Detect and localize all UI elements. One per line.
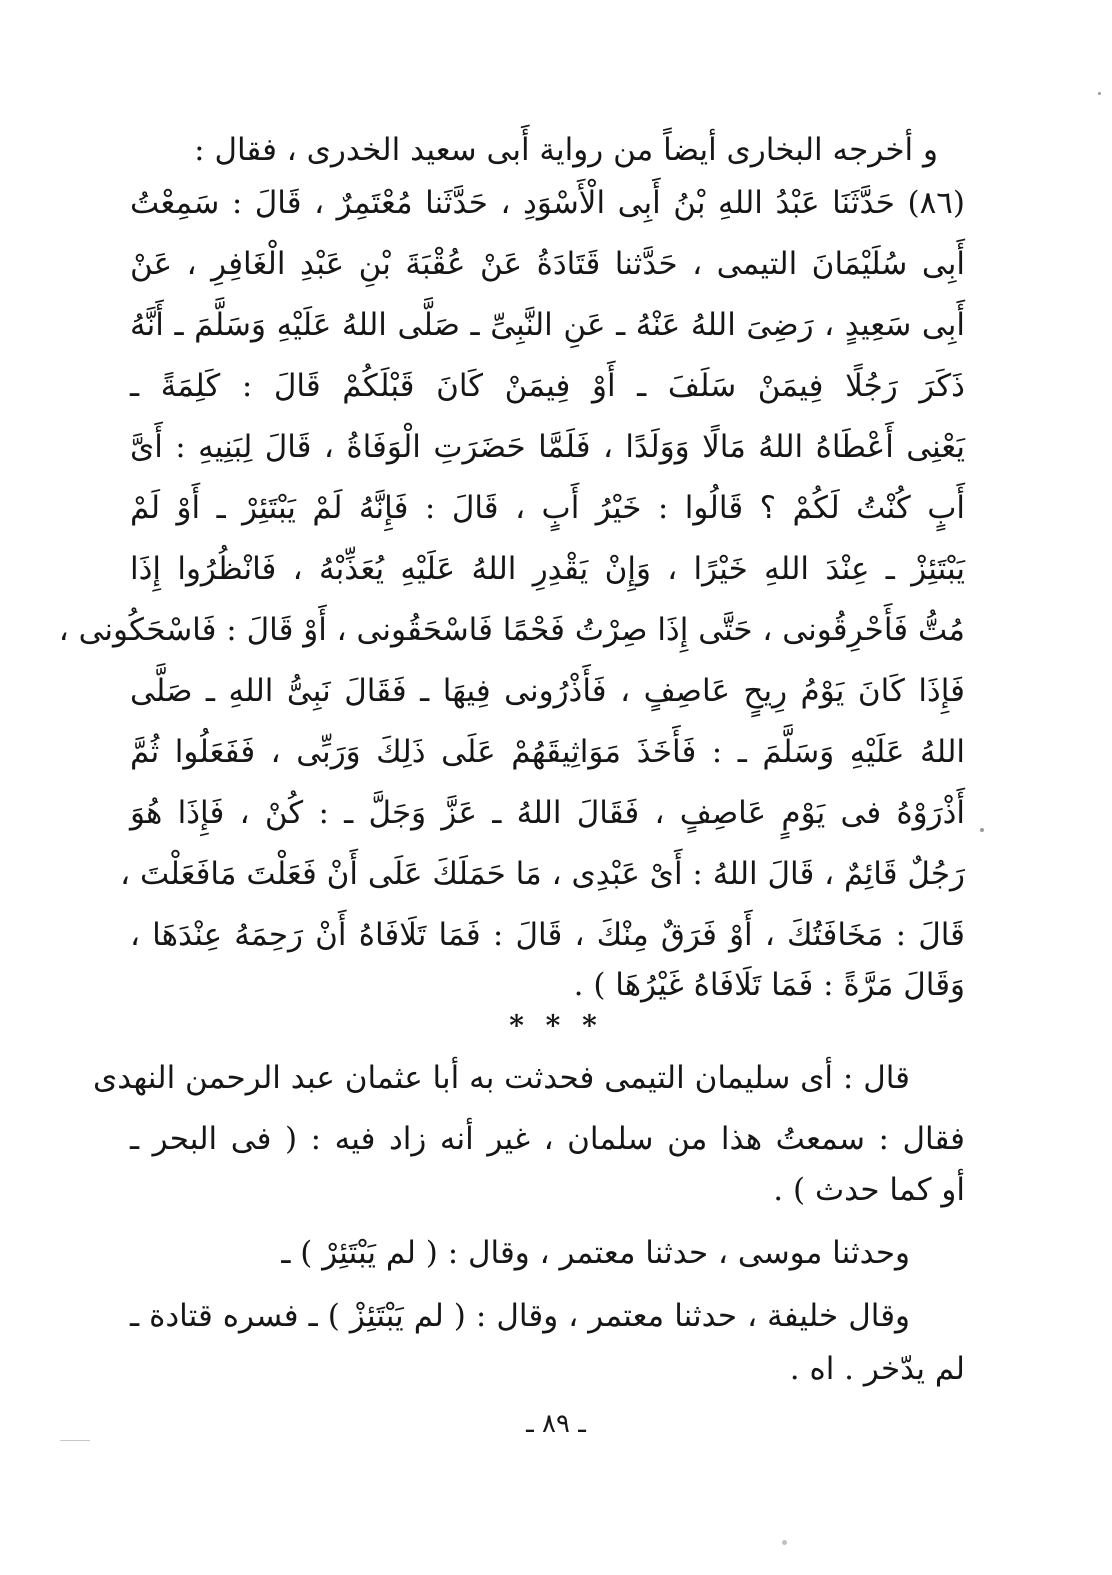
text-line: مُتُّ فَأَحْرِقُونى ، حَتَّى إِذَا صِرْتُ فَحْمًا فَاسْحَقُونى ، أَوْ قَالَ : فَاسْحَكُونى ،: [58, 612, 965, 648]
text-line: قَالَ : مَخَافَتُكَ ، أَوْ فَرَقٌ مِنْكَ ، قَالَ : فَمَا تَلَافَاهُ أَنْ رَحِمَهُ عِنْدَهَا ،: [130, 917, 965, 953]
commentary-line: قال : أى سليمان التيمى فحدثت به أبا عثمان عبد الرحمن النهدى: [92, 1060, 910, 1096]
text-line: يَبْتَئِزْ ـ عِنْدَ اللهِ خَيْرًا ، وَإِنْ يَقْدِرِ اللهُ عَلَيْهِ يُعَذِّبْهُ ، فَانْظُرُوا إِذَا: [130, 551, 965, 587]
text-line: فَإِذَا كَانَ يَوْمُ رِيحٍ عَاصِفٍ ، فَأَذْرُونى فِيهَا ـ فَقَالَ نَبِىُّ اللهِ ـ صَلَّى: [130, 673, 965, 709]
commentary-line: فقال : سمعتُ هذا من سلمان ، غير أنه زاد فيه : ( فى البحر ـ: [130, 1121, 965, 1157]
commentary-line: وحدثنا موسى ، حدثنا معتمر ، وقال : ( لم يَبْتَئِرْ ) ـ: [281, 1235, 910, 1271]
text-line: أَبِى سَعِيدٍ ، رَضِىَ اللهُ عَنْهُ ـ عَنِ النَّبِىِّ ـ صَلَّى اللهُ عَلَيْهِ وَسَلَّمَ ـ أَنَّهُ: [130, 307, 965, 343]
text-line: أَبِى سُلَيْمَانَ التيمى ، حَدَّثنا قَتَادَةُ عَنْ عُقْبَةَ بْنِ عَبْدِ الْغَافِرِ ، عَنْ: [130, 246, 965, 282]
commentary-line: وقال خليفة ، حدثنا معتمر ، وقال : ( لم يَبْتَئِزْ ) ـ فسره قتادة ـ: [130, 1298, 910, 1334]
commentary-line: لم يدّخر . اه .: [789, 1351, 965, 1387]
page-number: ـ ٨٩ ـ: [526, 1409, 586, 1439]
separator-stars: * * *: [509, 1009, 603, 1042]
text-line: أَبٍ كُنْتُ لَكُمْ ؟ قَالُوا : خَيْرُ أَبٍ ، قَالَ : فَإِنَّهُ لَمْ يَبْتَئِرْ ـ أَوْ لَمْ: [130, 490, 965, 526]
text-line: رَجُلٌ قَائِمٌ ، قَالَ اللهُ : أَىْ عَبْدِى ، مَا حَمَلَكَ عَلَى أَنْ فَعَلْتَ مَافَعَلْتَ ،: [120, 856, 965, 892]
scan-speck: [60, 1440, 90, 1441]
text-line: ذَكَرَ رَجُلًا فِيمَنْ سَلَفَ ـ أَوْ فِيمَنْ كَانَ قَبْلَكُمْ قَالَ : كَلِمَةً ـ: [130, 368, 965, 404]
text-line: يَعْنِى أَعْطَاهُ اللهُ مَالًا وَوَلَدًا ، فَلَمَّا حَضَرَتِ الْوَفَاةُ ، قَالَ لِبَنِيهِ : أَىَّ: [130, 429, 965, 465]
text-line-last: وَقَالَ مَرَّةً : فَمَا تَلَافَاهُ غَيْرُهَا ) .: [573, 967, 965, 1003]
scan-speck: [782, 1540, 787, 1545]
scan-speck: [980, 828, 984, 832]
text-line: (٨٦) حَدَّثَنَا عَبْدُ اللهِ بْنُ أَبِى الْأَسْوَدِ ، حَدَّثَنا مُعْتَمِرٌ ، قَالَ : سَمِعْتُ: [130, 185, 965, 221]
text-line: أَذْرَوْهُ فى يَوْمٍ عَاصِفٍ ، فَقَالَ اللهُ ـ عَزَّ وَجَلَّ ـ : كُنْ ، فَإِذَا هُوَ: [130, 795, 965, 831]
text-line: اللهُ عَلَيْهِ وَسَلَّمَ ـ : فَأَخَذَ مَوَاثِيقَهُمْ عَلَى ذَلِكَ وَرَبِّى ، فَفَعَلُوا ثُمَّ: [130, 734, 965, 770]
scan-speck: [1098, 92, 1101, 95]
intro-line: و أخرجه البخارى أيضاً من رواية أَبى سعيد الخدرى ، فقال :: [194, 132, 938, 168]
commentary-line: أو كما حدث ) .: [773, 1172, 965, 1208]
